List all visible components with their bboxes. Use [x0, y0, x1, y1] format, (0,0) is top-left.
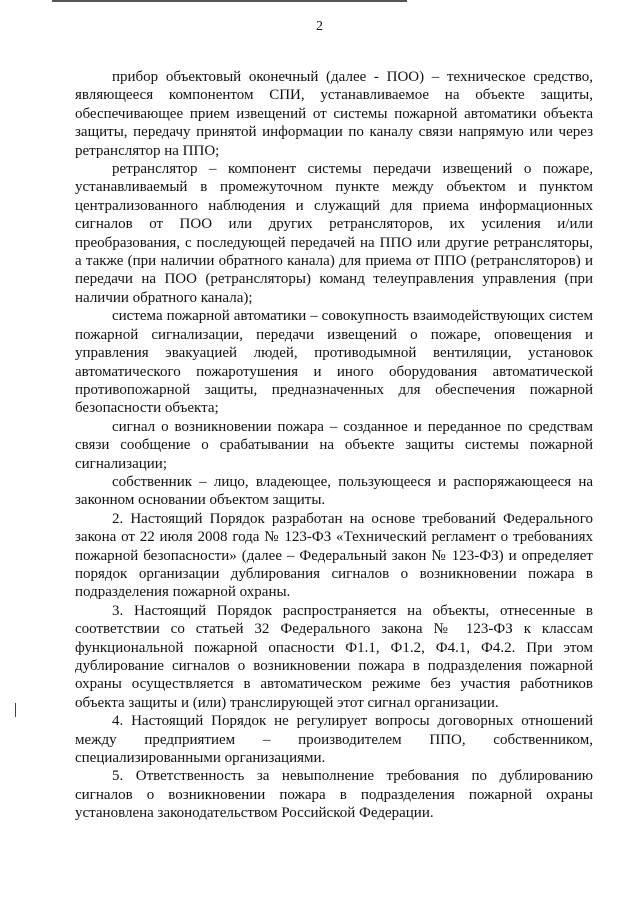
paragraph-definition-poo: прибор объектовый оконечный (далее - ПОО) – техническое средство, являющееся компонентом СПИ, устанавливаемое на объекте защиты, обеспечивающее прием извещений от системы пожарной автоматики объекта защиты, передачу принятой информации по каналу связи напрямую или через ретранслятор на ППО; — [75, 69, 593, 159]
margin-mark — [15, 703, 16, 717]
top-rule — [52, 0, 407, 2]
paragraph-clause-4: 4. Настоящий Порядок не регулирует вопросы договорных отношений между предприятием – производителем ППО, собственником, специализированными организациями. — [75, 713, 593, 767]
paragraph-definition-owner: собственник – лицо, владеющее, пользующееся и распоряжающееся на законном основании объектом защиты. — [75, 473, 593, 509]
paragraph-clause-2: 2. Настоящий Порядок разработан на основе требований Федерального закона от 22 июля 2008 года № 123-ФЗ «Технический регламент о требованиях пожарной безопасности» (далее – Федеральный закон № 123-ФЗ) и определяет порядок организации дублирования сигналов о возникновении пожара в подразделения пожарной охраны. — [75, 510, 593, 601]
page-number: 2 — [316, 19, 323, 34]
paragraph-clause-5: 5. Ответственность за невыполнение требования по дублированию сигналов о возникновении пожара в подразделения пожарной охраны установлена законодательством Российской Федерации. — [75, 768, 593, 822]
paragraph-definition-fire-automation: система пожарной автоматики – совокупность взаимодействующих систем пожарной сигнализации, передачи извещений о пожаре, оповещения и управления эвакуацией людей, противодымной вентиляции, установок автоматического пожаротушения и иного оборудования автоматической противопожарной защиты, предназначенных для обеспечения пожарной безопасности объекта; — [75, 308, 593, 417]
document-body — [75, 68, 593, 823]
paragraph-clause-3: 3. Настоящий Порядок распространяется на объекты, отнесенные в соответствии со статьей 32 Федерального закона № 123-ФЗ к классам функциональной пожарной опасности Ф1.1, Ф1.2, Ф4.1, Ф4.2. При этом дублирование сигналов о возникновении пожара в подразделения пожарной охраны осуществляется в автоматическом режиме без участия работников объекта защиты и (или) транслирующей этот сигнал организации. — [75, 602, 593, 711]
paragraph-definition-retranslator: ретранслятор – компонент системы передачи извещений о пожаре, устанавливаемый в промежуточном пункте между объектом и пунктом централизованного наблюдения и служащий для приема информационных сигналов от ПОО или других ретрансляторов, их усиления и/или преобразования, с последующей передачей на ППО или другие ретрансляторы, а также (при наличии обратного канала) для приема от ППО (ретрансляторов) и передачи на ПОО (ретрансляторы) команд телеуправления управления (при наличии обратного канала); — [75, 161, 593, 306]
paragraph-definition-fire-signal: сигнал о возникновении пожара – созданное и переданное по средствам связи сообщение о срабатывании на объекте защиты системы пожарной сигнализации; — [75, 418, 593, 472]
